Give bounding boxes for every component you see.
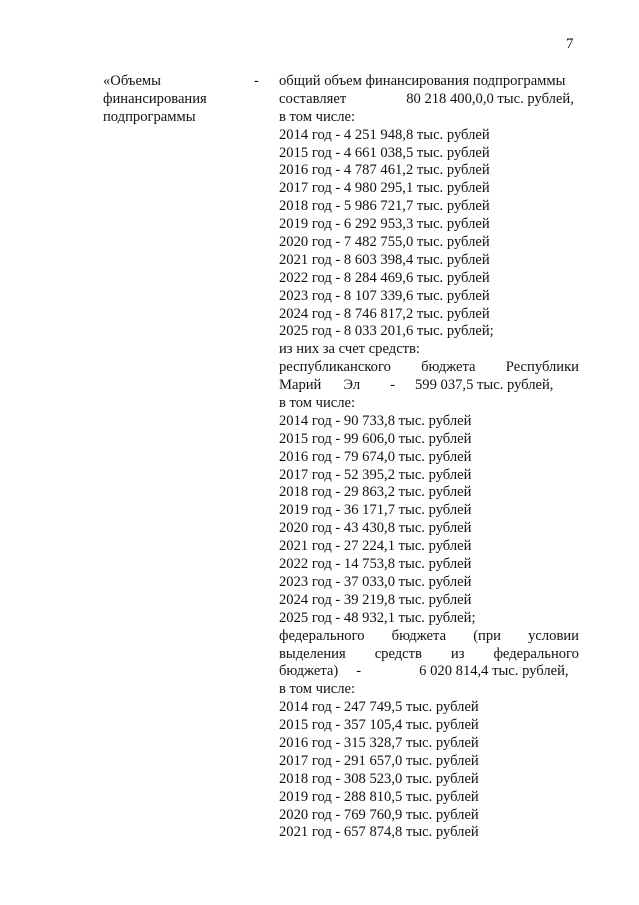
republic-total: 599 037,5 тыс. рублей,	[414, 377, 554, 394]
federal-word: бюджета	[391, 627, 447, 644]
federal-line-3	[279, 663, 579, 681]
year-line: 2023 год - 37 033,0 тыс. рублей	[279, 573, 472, 590]
year-line: 2016 год - 79 674,0 тыс. рублей	[279, 448, 472, 465]
year-line: 2014 год - 247 749,5 тыс. рублей	[279, 699, 479, 716]
republic-line-1	[279, 359, 579, 377]
in-that-number: в том числе:	[279, 681, 356, 698]
total-line	[279, 91, 579, 109]
year-line: 2016 год - 4 787 461,2 тыс. рублей	[279, 162, 490, 179]
total-value: 80 218 400,0,0 тыс. рублей,	[406, 90, 574, 107]
year-line: 2022 год - 14 753,8 тыс. рублей	[279, 556, 472, 573]
page-number: 7	[566, 36, 574, 52]
year-line: 2019 год - 36 171,7 тыс. рублей	[279, 502, 472, 519]
financing-details	[279, 73, 579, 842]
federal-word: условии	[528, 627, 579, 644]
intro-line: общий объем финансирования подпрограммы	[279, 73, 566, 89]
in-that-number: в том числе:	[279, 395, 356, 412]
federal-line-1	[279, 628, 579, 646]
federal-dash: -	[356, 663, 362, 680]
federal-word: бюджета)	[279, 663, 339, 680]
republic-line-2	[279, 377, 579, 395]
year-line: 2017 год - 291 657,0 тыс. рублей	[279, 752, 479, 769]
republic-dash: -	[390, 377, 395, 394]
republic-word: Марий	[279, 377, 322, 394]
federal-word: средств	[374, 645, 422, 662]
year-line: 2020 год - 769 760,9 тыс. рублей	[279, 806, 479, 823]
section-dash: -	[254, 73, 259, 89]
republic-word: Эл	[343, 377, 361, 394]
year-line: 2019 год - 6 292 953,3 тыс. рублей	[279, 216, 490, 233]
year-line: 2020 год - 7 482 755,0 тыс. рублей	[279, 234, 490, 251]
federal-total: 6 020 814,4 тыс. рублей,	[419, 663, 569, 680]
year-line: 2014 год - 90 733,8 тыс. рублей	[279, 412, 472, 429]
federal-word: (при	[473, 627, 501, 644]
federal-word: выделения	[279, 645, 346, 662]
year-line: 2022 год - 8 284 469,6 тыс. рублей	[279, 269, 490, 286]
year-line: 2018 год - 308 523,0 тыс. рублей	[279, 770, 479, 787]
federal-word: федерального	[493, 645, 579, 662]
section-label	[103, 73, 253, 127]
section-label-line: подпрограммы	[103, 108, 196, 125]
republic-word: Республики	[505, 359, 579, 376]
year-line: 2016 год - 315 328,7 тыс. рублей	[279, 734, 479, 751]
year-line: 2018 год - 5 986 721,7 тыс. рублей	[279, 198, 490, 215]
year-line: 2021 год - 27 224,1 тыс. рублей	[279, 538, 472, 555]
year-line: 2015 год - 357 105,4 тыс. рублей	[279, 717, 479, 734]
in-that-number: в том числе:	[279, 108, 356, 125]
year-line: 2021 год - 657 874,8 тыс. рублей	[279, 824, 479, 841]
republic-word: республиканского	[279, 359, 391, 376]
section-label-line: «Объемы	[103, 73, 161, 89]
year-line: 2020 год - 43 430,8 тыс. рублей	[279, 520, 472, 537]
year-line: 2017 год - 52 395,2 тыс. рублей	[279, 466, 472, 483]
year-line: 2015 год - 4 661 038,5 тыс. рублей	[279, 144, 490, 161]
year-line: 2021 год - 8 603 398,4 тыс. рублей	[279, 251, 490, 268]
of-which-line: из них за счет средств:	[279, 341, 420, 358]
section-label-line: финансирования	[103, 90, 207, 107]
year-line: 2023 год - 8 107 339,6 тыс. рублей	[279, 287, 490, 304]
year-line: 2018 год - 29 863,2 тыс. рублей	[279, 484, 472, 501]
year-line: 2024 год - 8 746 817,2 тыс. рублей	[279, 305, 490, 322]
federal-line-2	[279, 646, 579, 664]
federal-word: из	[450, 645, 465, 662]
year-line: 2025 год - 48 932,1 тыс. рублей;	[279, 609, 476, 626]
year-line: 2019 год - 288 810,5 тыс. рублей	[279, 788, 479, 805]
year-line: 2015 год - 99 606,0 тыс. рублей	[279, 430, 472, 447]
year-line: 2017 год - 4 980 295,1 тыс. рублей	[279, 180, 490, 197]
republic-word: бюджета	[421, 359, 476, 376]
year-line: 2024 год - 39 219,8 тыс. рублей	[279, 591, 472, 608]
year-line: 2025 год - 8 033 201,6 тыс. рублей;	[279, 323, 494, 340]
year-line: 2014 год - 4 251 948,8 тыс. рублей	[279, 126, 490, 143]
total-label: составляет	[279, 90, 347, 107]
federal-word: федерального	[279, 627, 365, 644]
